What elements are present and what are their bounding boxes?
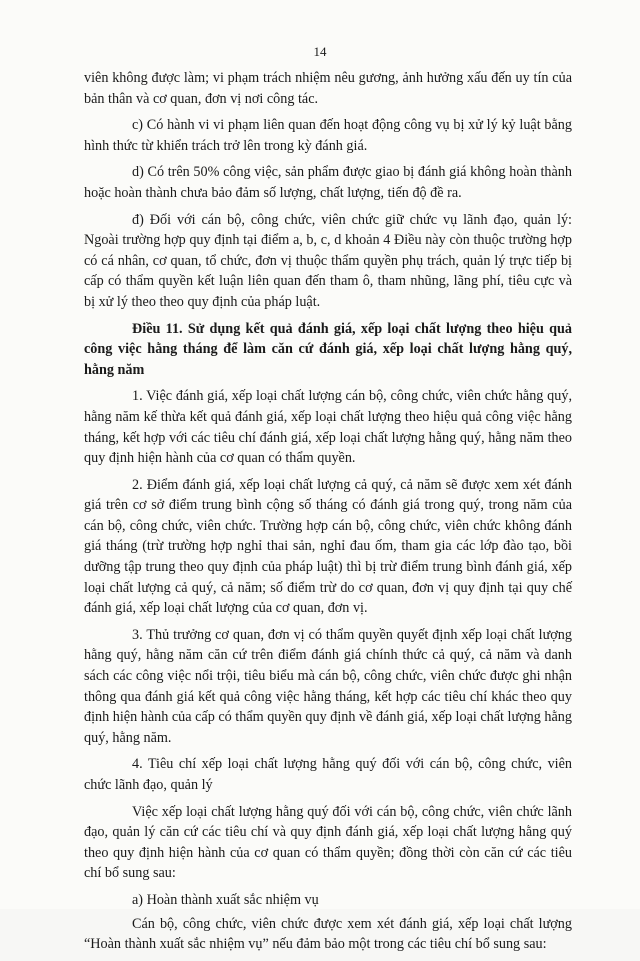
- paragraph-point-c: c) Có hành vi vi phạm liên quan đến hoạt động công vụ bị xử lý kỷ luật bằng hình thức từ khiển trách trở lên trong kỳ đánh giá.: [84, 117, 572, 154]
- paragraph-clause-3: 3. Thủ trưởng cơ quan, đơn vị có thẩm quyền quyết định xếp loại chất lượng hằng quý, hằng năm căn cứ trên điểm đánh giá chính thức cả quý, cả năm và danh sách các công việc nổi trội, tiêu biểu mà cán bộ, công chức, viên chức được ghi nhận thông qua đánh giá kết quả công việc hằng tháng, kết hợp các tiêu chí khác theo quy định hiện hành của cấp có thẩm quyền quy định về đánh giá, xếp loại chất lượng hằng quý, hằng năm.: [84, 626, 572, 746]
- paragraph-clause-1: 1. Việc đánh giá, xếp loại chất lượng cán bộ, công chức, viên chức hằng quý, hằng năm kế thừa kết quả đánh giá, xếp loại chất lượng theo hiệu quả công việc hằng tháng, kết hợp với các tiêu chí đánh giá, xếp loại chất lượng hằng quý, hằng năm theo quy định hiện hành của cơ quan có thẩm quyền.: [84, 388, 572, 467]
- article-11-heading: Điều 11. Sử dụng kết quả đánh giá, xếp loại chất lượng theo hiệu quả công việc hằng tháng để làm căn cứ đánh giá, xếp loại chất lượng hằng quý, hằng năm: [84, 320, 572, 378]
- paragraph-clause-4: 4. Tiêu chí xếp loại chất lượng hằng quý đối với cán bộ, công chức, viên chức lãnh đạo, quản lý: [84, 756, 572, 793]
- paragraph-point-a-body: Cán bộ, công chức, viên chức được xem xét đánh giá, xếp loại chất lượng “Hoàn thành xuất sắc nhiệm vụ” nếu đảm bảo một trong các tiêu chí bổ sung sau:: [84, 915, 572, 953]
- paragraph-point-a: a) Hoàn thành xuất sắc nhiệm vụ: [132, 891, 319, 908]
- page-number: 14: [313, 44, 327, 59]
- document-body: [84, 68, 572, 961]
- paragraph-point-d: d) Có trên 50% công việc, sản phẩm được giao bị đánh giá không hoàn thành hoặc hoàn thành chưa bảo đảm số lượng, chất lượng, tiến độ đề ra.: [84, 164, 572, 201]
- paragraph-point-dd: đ) Đối với cán bộ, công chức, viên chức giữ chức vụ lãnh đạo, quản lý: Ngoài trường hợp quy định tại điểm a, b, c, d khoản 4 Điều này còn thuộc trường hợp có cá nhân, cơ quan, tổ chức, đơn vị thuộc thẩm quyền phụ trách, quản lý trực tiếp bị cấp có thẩm quyền kết luận liên quan đến tham ô, tham nhũng, lãng phí, tiêu cực và bị xử lý theo theo quy định của pháp luật.: [84, 211, 572, 310]
- paragraph-continuation: viên không được làm; vi phạm trách nhiệm nêu gương, ảnh hưởng xấu đến uy tín của bản thân và cơ quan, đơn vị nơi công tác.: [84, 70, 572, 107]
- paragraph-clause-4-body: Việc xếp loại chất lượng hằng quý đối với cán bộ, công chức, viên chức lãnh đạo, quản lý căn cứ các tiêu chí và quy định đánh giá, xếp loại chất lượng hằng quý theo quy định hiện hành của cơ quan có thẩm quyền; đồng thời còn căn cứ các tiêu chí bổ sung sau:: [84, 803, 572, 882]
- paragraph-clause-2: 2. Điểm đánh giá, xếp loại chất lượng cả quý, cả năm sẽ được xem xét đánh giá trên cơ sở điểm trung bình cộng số tháng có đánh giá trong quý, trong năm của cán bộ, công chức, viên chức. Trường hợp cán bộ, công chức, viên chức không đánh giá tháng (trừ trường hợp nghỉ thai sản, nghỉ đau ốm, tham gia các lớp đào tạo, bồi dưỡng tập trung theo quy định của pháp luật) thì bị trừ điểm trung bình đánh giá, xếp loại chất lượng cả quý, cả năm; số điểm trừ do cơ quan, đơn vị quy định tại quy chế đánh giá, xếp loại chất lượng của cơ quan, đơn vị.: [84, 476, 572, 617]
